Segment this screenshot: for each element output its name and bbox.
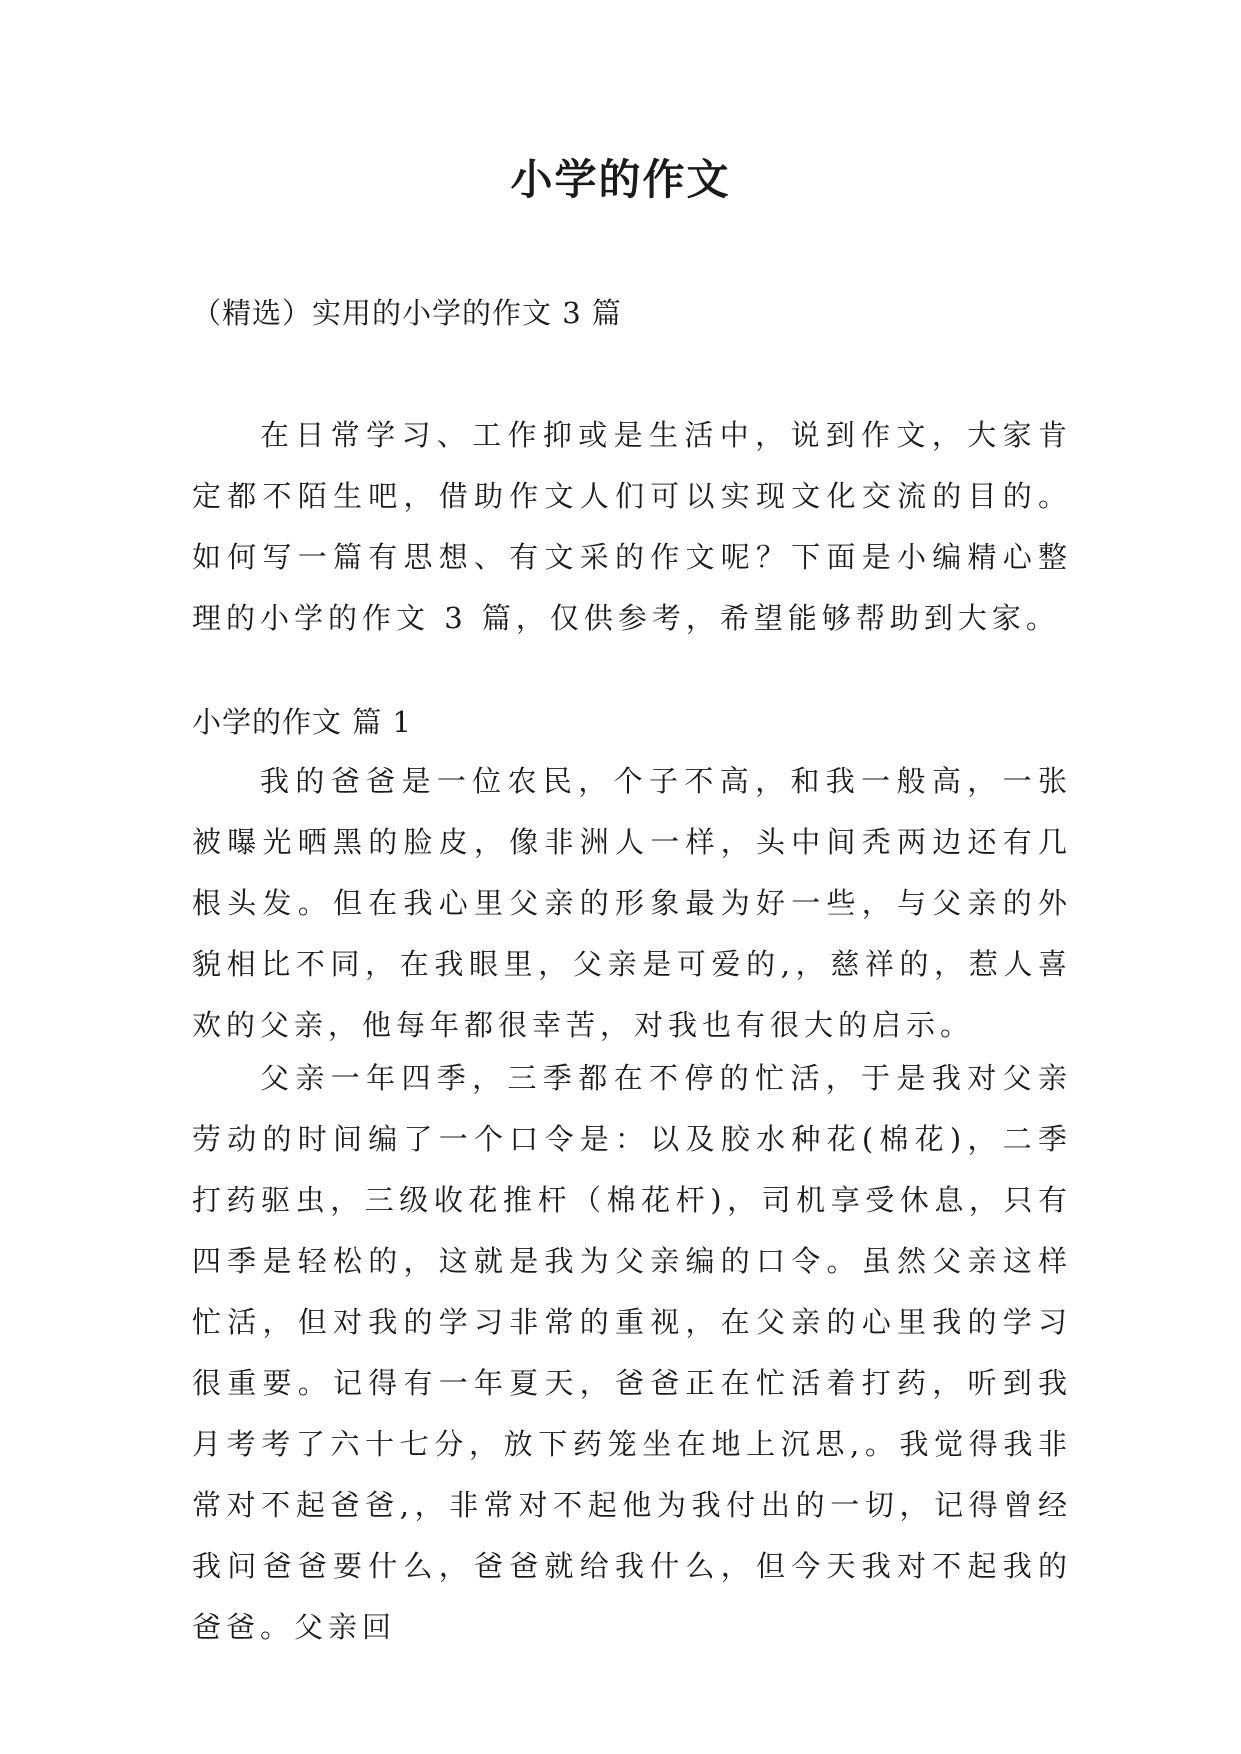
document-subtitle: （精选）实用的小学的作文 3 篇 bbox=[192, 296, 622, 330]
document-title: 小学的作文 bbox=[510, 155, 731, 204]
body-paragraph-1: 我的爸爸是一位农民，个子不高，和我一般高，一张被曝光晒黑的脸皮，像非洲人一样，头中间秃两边还有几根头发。但在我心里父亲的形象最为好一些，与父亲的外貌相比不同，在我眼里，父亲是可爱的,，慈祥的，惹人喜欢的父亲，他每年都很幸苦，对我也有很大的启示。 bbox=[192, 764, 1072, 1042]
body-paragraph-2: 父亲一年四季，三季都在不停的忙活，于是我对父亲劳动的时间编了一个口令是：以及胶水种花(棉花)，二季打药驱虫，三级收花推杆（棉花杆)，司机享受休息，只有四季是轻松的，这就是我为父亲编的口令。虽然父亲这样忙活，但对我的学习非常的重视，在父亲的心里我的学习很重要。记得有一年夏天，爸爸正在忙活着打药，听到我月考考了六十七分，放下药笼坐在地上沉思,。我觉得我非常对不起爸爸,，非常对不起他为我付出的一切，记得曾经我问爸爸要什么，爸爸就给我什么，但今天我对不起我的爸爸。父亲回 bbox=[192, 1061, 1072, 1644]
section-heading: 小学的作文 篇 1 bbox=[192, 705, 412, 739]
intro-paragraph: 在日常学习、工作抑或是生活中，说到作文，大家肯定都不陌生吧，借助作文人们可以实现文化交流的目的。如何写一篇有思想、有文采的作文呢？下面是小编精心整理的小学的作文 3 篇，仅供参考，希望能够帮助到大家。 bbox=[192, 418, 1072, 635]
